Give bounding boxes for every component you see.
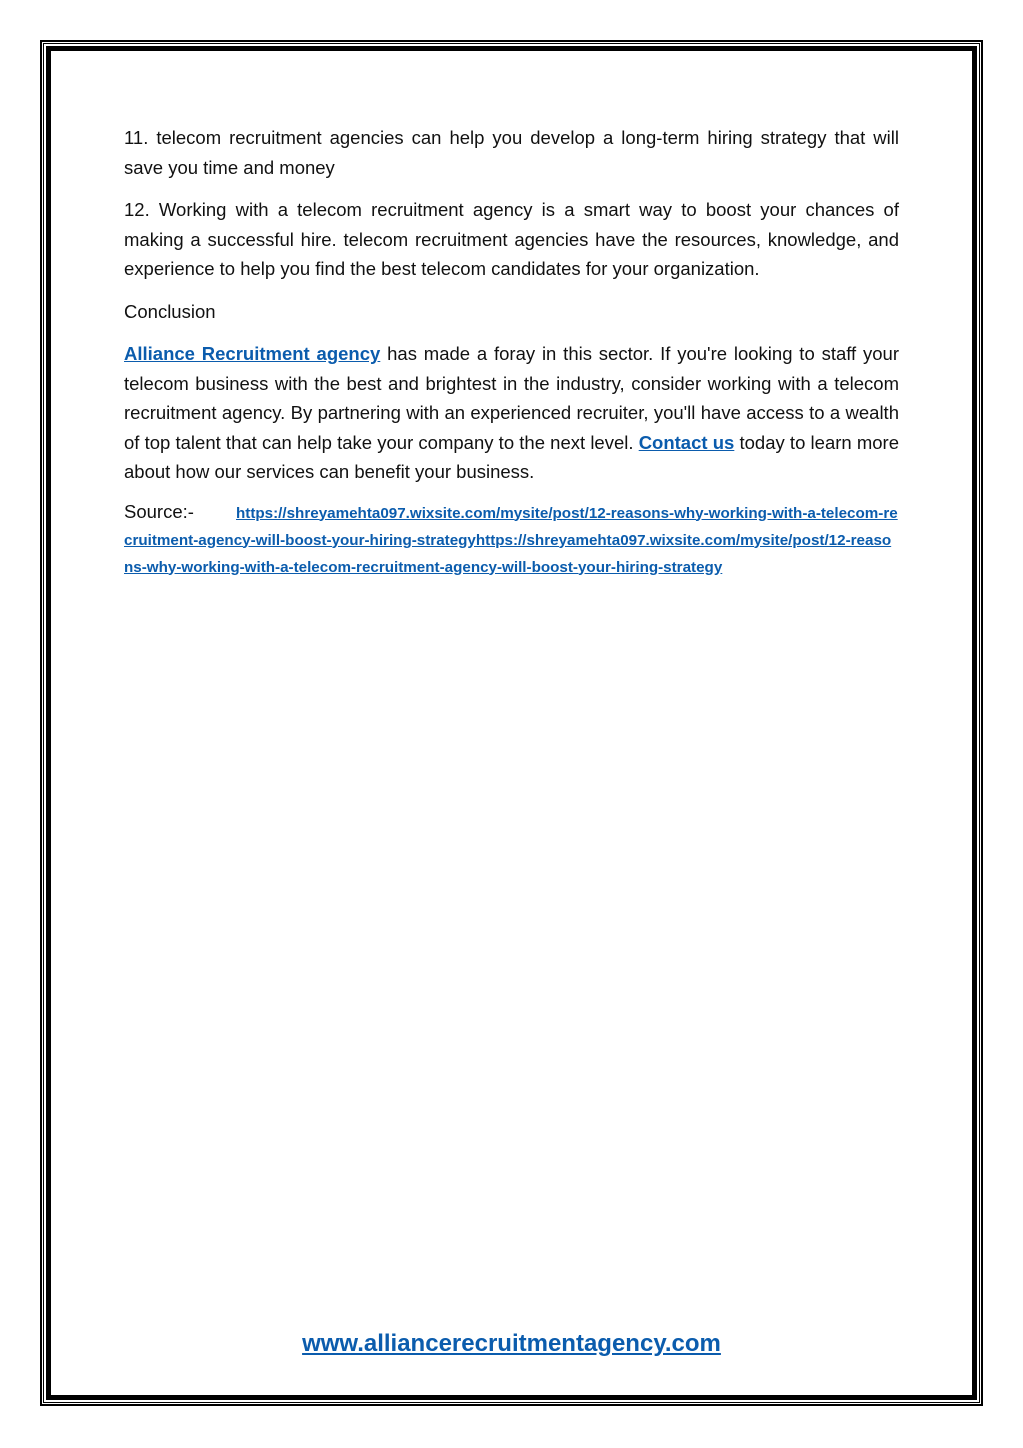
conclusion-text-part1: has made a foray in this sector. If you're looking to staff your telecom business with the best and brightest in the industry, consider working with a telecom recruitment agency. By partnering with an experienced recruiter, you'll have access to a wealth of top talent that can help take your company to the next level.: [124, 343, 900, 453]
conclusion-text-part2: today to learn more about how our services can benefit your business.: [124, 431, 900, 482]
source-block: [124, 499, 899, 580]
contact-us-link[interactable]: Contact us: [638, 431, 735, 453]
conclusion-heading: Conclusion: [124, 300, 216, 322]
conclusion-paragraph: [124, 339, 899, 487]
document-content: [124, 123, 899, 580]
paragraph-item-11: 11. telecom recruitment agencies can help you develop a long-term hiring strategy that will save you time and money: [124, 127, 899, 178]
source-label: Source:-: [124, 500, 194, 522]
footer-website-link[interactable]: www.alliancerecruitmentagency.com: [302, 1330, 721, 1357]
alliance-recruitment-link[interactable]: Alliance Recruitment agency: [124, 343, 381, 364]
source-url-link[interactable]: https://shreyamehta097.wixsite.com/mysite/post/12-reasons-why-working-with-a-telecom-recruitment-agency-will-boost-your-hiring-strategyhttps://shreyamehta097.wixsite.com/mysite/post/12-reasons-why-working-with-a-telecom-recruitment-agency-will-boost-your-hiring-strategy: [124, 504, 898, 576]
paragraph-item-12: 12. Working with a telecom recruitment agency is a smart way to boost your chances of making a successful hire. telecom recruitment agencies have the resources, knowledge, and experience to help you find the best telecom candidates for your organization.: [124, 199, 899, 279]
